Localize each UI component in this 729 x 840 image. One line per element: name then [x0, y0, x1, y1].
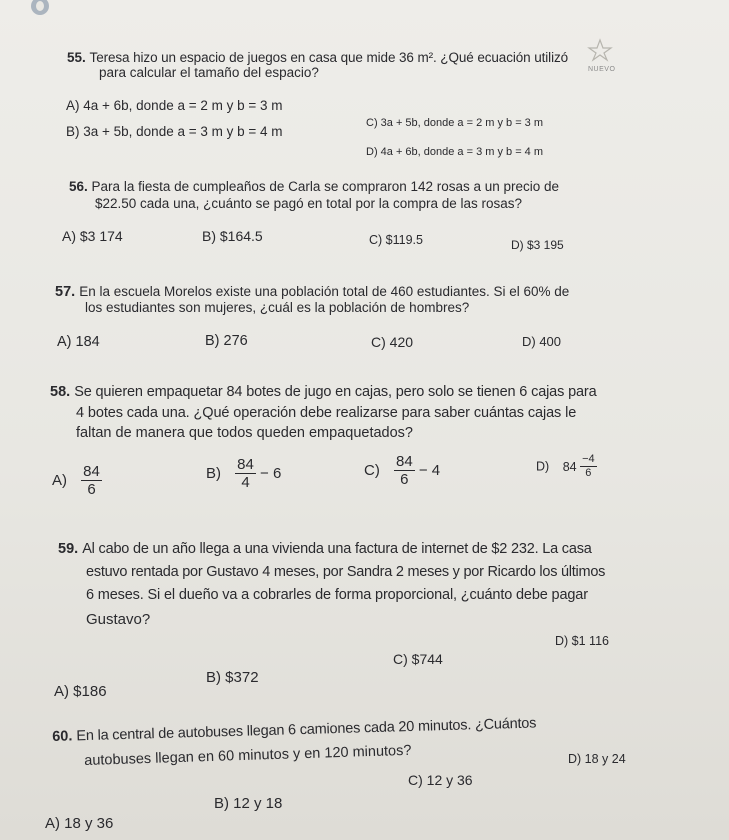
- q56-option-a[interactable]: A) $3 174: [62, 228, 123, 244]
- q59-stem-line3: 6 meses. Si el dueño va a cobrarles de forma proporcional, ¿cuánto debe pagar: [86, 587, 588, 603]
- q58-option-c[interactable]: [364, 453, 440, 488]
- q58-option-d-fraction: [580, 453, 597, 480]
- q60-text-line1: En la central de autobuses llegan 6 camiones cada 20 minutos. ¿Cuántos: [76, 715, 537, 745]
- q58-stem-line2: 4 botes cada una. ¿Qué operación debe realizarse para saber cuántas cajas le: [76, 405, 577, 421]
- ring-binder-icon: [0, 0, 70, 24]
- q59-option-a[interactable]: A) $186: [54, 683, 107, 700]
- q58-option-b-tail: − 6: [260, 465, 282, 482]
- q57-stem-line2: los estudiantes son mujeres, ¿cuál es la población de hombres?: [85, 300, 470, 315]
- q58-option-a[interactable]: [52, 463, 102, 498]
- q57-option-c[interactable]: C) 420: [371, 334, 414, 350]
- q59-option-c[interactable]: C) $744: [393, 651, 443, 667]
- q59-option-d[interactable]: D) $1 116: [555, 634, 609, 648]
- q59-stem-line4: Gustavo?: [86, 611, 151, 628]
- q59-option-b[interactable]: B) $372: [206, 669, 259, 686]
- q58-option-d-lead: 84: [562, 459, 577, 474]
- q58-option-d[interactable]: [536, 453, 597, 480]
- q58-number: 58.: [50, 384, 71, 400]
- q60-option-d[interactable]: D) 18 y 24: [568, 752, 626, 766]
- q58-option-c-numerator: 84: [396, 453, 413, 470]
- q58-option-c-fraction: [394, 453, 415, 488]
- q55-stem-line2: para calcular el tamaño del espacio?: [99, 65, 319, 80]
- q57-option-d[interactable]: D) 400: [522, 334, 562, 349]
- q58-option-a-denominator: 6: [87, 481, 96, 498]
- q58-option-b-label: B): [206, 465, 221, 482]
- q58-option-d-numerator: −4: [582, 453, 595, 465]
- q60-number: 60.: [52, 728, 73, 745]
- q55-number: 55.: [67, 50, 86, 65]
- q58-option-a-fraction: [81, 463, 102, 498]
- q58-option-d-label: D): [536, 459, 550, 474]
- q58-option-c-tail: − 4: [418, 462, 441, 479]
- q60-stem-line1: [52, 714, 537, 747]
- corner-label: NUEVO: [588, 66, 616, 73]
- q58-option-b-numerator: 84: [237, 456, 254, 473]
- q58-option-b-denominator: 4: [241, 474, 250, 491]
- stamp-icon: [585, 38, 615, 62]
- q60-stem-line2: autobuses llegan en 60 minutos y en 120 minutos?: [84, 742, 412, 769]
- q56-option-c[interactable]: C) $119.5: [369, 233, 423, 247]
- q57-text-line1: En la escuela Morelos existe una población total de 460 estudiantes. Si el 60% de: [79, 284, 570, 299]
- q58-option-c-denominator: 6: [400, 471, 409, 488]
- q55-text-line1: Teresa hizo un espacio de juegos en casa que mide 36 m². ¿Qué ecuación utilizó: [89, 50, 569, 65]
- q55-option-c[interactable]: C) 3a + 5b, donde a = 2 m y b = 3 m: [366, 117, 544, 129]
- q58-option-d-denominator: 6: [585, 467, 592, 479]
- q56-number: 56.: [69, 179, 88, 194]
- q60-option-c[interactable]: C) 12 y 36: [408, 772, 473, 788]
- q56-option-d[interactable]: D) $3 195: [511, 238, 564, 252]
- q58-option-b[interactable]: [206, 456, 281, 491]
- q58-option-c-label: C): [364, 462, 380, 479]
- q59-text-line1: Al cabo de un año llega a una vivienda una factura de internet de $2 232. La casa: [82, 541, 592, 557]
- q60-option-b[interactable]: B) 12 y 18: [214, 795, 283, 812]
- q58-option-a-label: A): [52, 472, 67, 489]
- q56-text-line1: Para la fiesta de cumpleaños de Carla se compraron 142 rosas a un precio de: [91, 179, 560, 194]
- q59-number: 59.: [58, 541, 79, 557]
- q57-option-a[interactable]: A) 184: [57, 334, 100, 350]
- q59-stem-line2: estuvo rentada por Gustavo 4 meses, por Sandra 2 meses y por Ricardo los últimos: [86, 564, 606, 580]
- q60-option-a[interactable]: A) 18 y 36: [45, 815, 114, 832]
- q57-option-b[interactable]: B) 276: [205, 333, 248, 349]
- q59-stem-line1: [58, 540, 592, 559]
- q55-option-a[interactable]: A) 4a + 6b, donde a = 2 m y b = 3 m: [66, 98, 283, 113]
- q56-stem-line2: $22.50 cada una, ¿cuánto se pagó en total por la compra de las rosas?: [95, 196, 523, 211]
- q55-option-b[interactable]: B) 3a + 5b, donde a = 3 m y b = 4 m: [66, 124, 283, 139]
- q57-number: 57.: [55, 284, 76, 300]
- q55-option-d[interactable]: D) 4a + 6b, donde a = 3 m y b = 4 m: [366, 146, 544, 158]
- q58-option-b-fraction: [235, 456, 256, 491]
- q58-stem-line1: [50, 383, 597, 402]
- q58-option-a-numerator: 84: [83, 463, 100, 480]
- q58-text-line1: Se quieren empaquetar 84 botes de jugo en cajas, pero solo se tienen 6 cajas para: [74, 384, 597, 400]
- q56-option-b[interactable]: B) $164.5: [202, 228, 263, 244]
- q58-stem-line3: faltan de manera que todos queden empaquetados?: [76, 425, 413, 441]
